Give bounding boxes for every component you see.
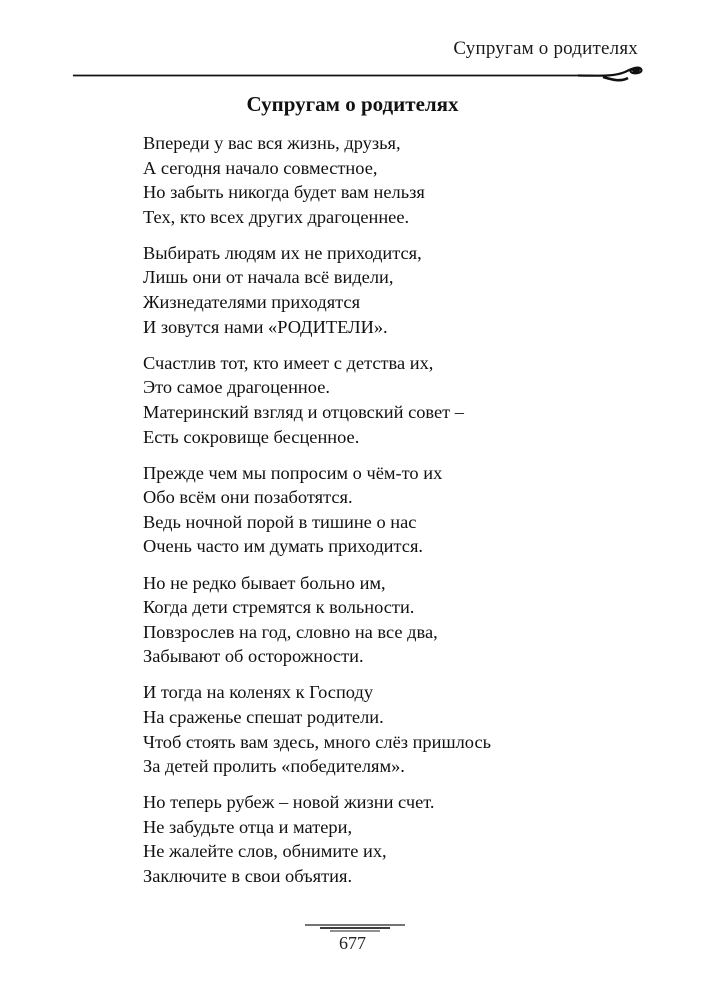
- poem-line: Когда дети стремятся к вольности.: [143, 597, 415, 618]
- poem-line: Но не редко бывает больно им,: [143, 572, 386, 593]
- poem-line: Счастлив тот, кто имеет с детства их,: [143, 352, 434, 373]
- poem-line: За детей пролить «победителям».: [143, 756, 405, 777]
- poem-line: Впереди у вас вся жизнь, друзья,: [143, 133, 401, 153]
- poem-line: Не забудьте отца и матери,: [143, 816, 353, 837]
- poem-line: Жизнедателями приходятся: [143, 292, 361, 313]
- poem-line: Прежде чем мы попросим о чём-то их: [143, 462, 443, 483]
- poem-line: Но забыть никогда будет вам нельзя: [143, 182, 425, 203]
- stanza: [143, 461, 623, 559]
- stanza: [143, 241, 623, 339]
- poem-line: Материнский взгляд и отцовский совет –: [143, 401, 464, 422]
- poem-line: Обо всём они позаботятся.: [143, 487, 353, 508]
- poem-line: Тех, кто всех других драгоценнее.: [143, 206, 410, 227]
- stanza: [143, 351, 623, 449]
- poem-body: [143, 131, 623, 900]
- poem-line: И зовутся нами «РОДИТЕЛИ».: [143, 316, 388, 337]
- running-header-title: Супругам о родителях: [453, 38, 638, 59]
- poem-line: Но теперь рубеж – новой жизни счет.: [143, 792, 435, 813]
- stanza: [143, 131, 623, 229]
- poem-title: Супругам о родителях: [246, 92, 459, 116]
- poem-line: Забывают об осторожности.: [143, 646, 364, 667]
- poem-line: Есть сокровище бесценное.: [143, 426, 360, 447]
- poem-line: На сраженье спешат родители.: [143, 706, 384, 727]
- poem-line: Лишь они от начала всё видели,: [143, 267, 394, 288]
- poem-line: Это самое драгоценное.: [143, 377, 330, 398]
- poem-line: Повзрослев на год, словно на все два,: [143, 621, 438, 642]
- poem-line: Чтоб стоять вам здесь, много слёз пришлось: [143, 731, 492, 752]
- poem-line: И тогда на коленях к Господу: [143, 682, 374, 703]
- poem-line: Ведь ночной порой в тишине о нас: [143, 511, 417, 532]
- poem-line: Не жалейте слов, обнимите их,: [143, 841, 387, 862]
- poem-line: Выбирать людям их не приходится,: [143, 242, 422, 263]
- stanza: [143, 571, 623, 669]
- stanza: [143, 680, 623, 778]
- poem-line: Очень часто им думать приходится.: [143, 536, 424, 557]
- stanza: [143, 790, 623, 888]
- poem-line: Заключите в свои объятия.: [143, 866, 353, 887]
- page-number: 677: [339, 933, 366, 953]
- header-flourish-icon: [73, 60, 643, 90]
- poem-line: А сегодня начало совместное,: [143, 157, 378, 178]
